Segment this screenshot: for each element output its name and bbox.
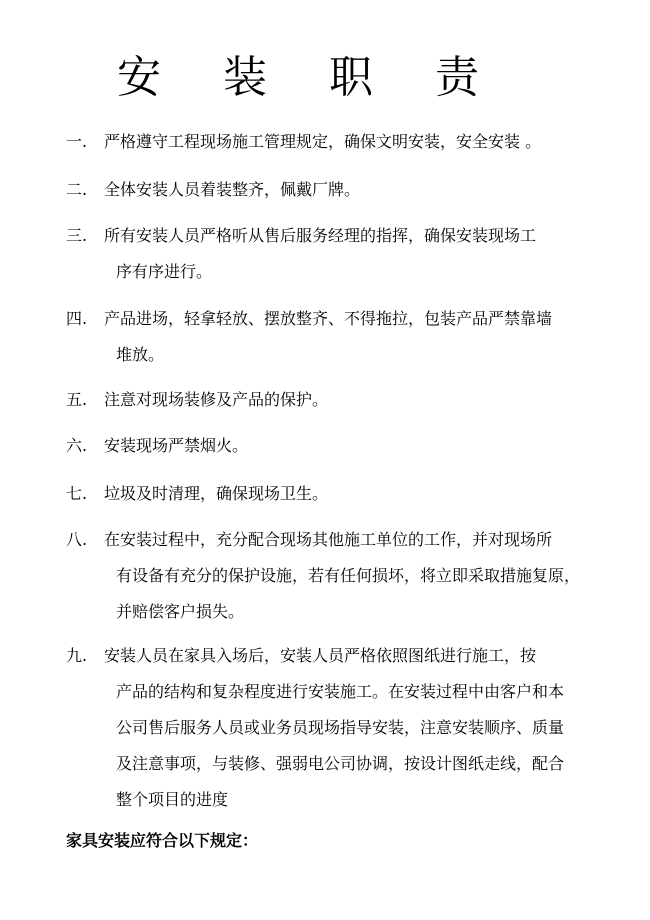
item-line: 全体安装人员着装整齐，佩戴厂牌。 — [104, 180, 361, 199]
item-line: 序有序进行。 — [116, 262, 213, 281]
item-text — [66, 172, 596, 208]
item-line: 注意对现场装修及产品的保护。 — [104, 390, 329, 409]
item-number: 一. — [66, 132, 88, 151]
item-line: 并赔偿客户损失。 — [116, 602, 245, 621]
item-line: 及注意事项，与装修、强弱电公司协调，按设计图纸走线，配合 — [116, 754, 565, 773]
duty-item-7 — [66, 476, 596, 512]
duty-item-9 — [66, 638, 596, 818]
item-number: 九. — [66, 646, 88, 665]
item-line: 安装现场严禁烟火。 — [104, 436, 249, 455]
duty-item-4 — [66, 301, 596, 373]
item-line: 公司售后服务人员或业务员现场指导安装，注意安装顺序、质量 — [116, 718, 565, 737]
item-text — [66, 382, 596, 418]
item-text — [66, 428, 596, 464]
item-text — [66, 301, 596, 373]
item-number: 四. — [66, 309, 88, 328]
duty-item-8 — [66, 522, 596, 630]
item-line: 产品的结构和复杂程度进行安装施工。在安装过程中由客户和本 — [116, 682, 565, 701]
item-number: 五. — [66, 390, 88, 409]
item-line: 严格遵守工程现场施工管理规定，确保文明安装，安全安装 。 — [104, 132, 542, 151]
item-number: 八. — [66, 530, 88, 549]
item-line: 在安装过程中，充分配合现场其他施工单位的工作，并对现场所 — [104, 530, 553, 549]
item-line: 垃圾及时清理，确保现场卫生。 — [104, 484, 329, 503]
item-number: 三. — [66, 226, 88, 245]
duty-item-3 — [66, 218, 596, 290]
section-heading: 家具安装应符合以下规定： — [66, 831, 259, 850]
document-title: 安 装 职 责 — [117, 52, 503, 103]
duty-item-6 — [66, 428, 596, 464]
item-text — [66, 522, 596, 630]
item-text — [66, 124, 596, 160]
item-text — [66, 476, 596, 512]
item-line: 整个项目的进度 — [116, 790, 229, 809]
item-line: 安装人员在家具入场后，安装人员严格依照图纸进行施工，按 — [104, 646, 537, 665]
item-number: 二. — [66, 180, 88, 199]
item-text — [66, 638, 596, 818]
item-number: 六. — [66, 436, 88, 455]
item-line: 有设备有充分的保护设施，若有任何损坏，将立即采取措施复原， — [116, 566, 581, 585]
item-number: 七. — [66, 484, 88, 503]
item-line: 堆放。 — [116, 345, 165, 364]
item-line: 所有安装人员严格听从售后服务经理的指挥，确保安装现场工 — [104, 226, 537, 245]
item-line: 产品进场，轻拿轻放、摆放整齐、不得拖拉，包装产品严禁靠墙 — [104, 309, 553, 328]
item-text — [66, 218, 596, 290]
duty-item-2 — [66, 172, 596, 208]
duty-item-1 — [66, 124, 596, 160]
duty-item-5 — [66, 382, 596, 418]
